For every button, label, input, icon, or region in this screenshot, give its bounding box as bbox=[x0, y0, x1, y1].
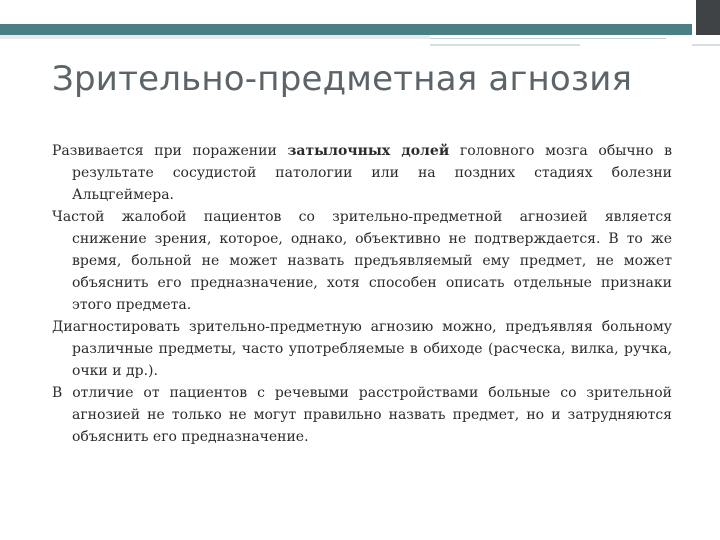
header-underline-bar bbox=[0, 35, 430, 39]
paragraph-text-start: Развивается при поражении bbox=[52, 143, 288, 159]
header-thin-line-right bbox=[692, 44, 720, 46]
header-thin-line bbox=[430, 38, 666, 39]
header-thin-line-short bbox=[430, 44, 580, 46]
header-corner-block bbox=[696, 0, 720, 35]
slide-title: Зрительно-предметная агнозия bbox=[52, 59, 633, 99]
paragraph-complaints: Частой жалобой пациентов со зрительно-предметной агнозией является снижение зрения, которое, однако, объективно не подтверждается. В то же время, больной не может назвать предъявляемый ему предмет, не может объяснить его предназначение, хотя способен описать отдельные признаки этого предмета. bbox=[52, 209, 672, 313]
paragraph-localization bbox=[52, 140, 672, 206]
slide-body bbox=[52, 140, 672, 448]
header-accent-bar bbox=[0, 24, 692, 35]
paragraph-diagnosis: Диагностировать зрительно-предметную агнозию можно, предъявляя больному различные предметы, часто употребляемые в обиходе (расческа, вилка, ручка, очки и др.). bbox=[52, 319, 672, 379]
emphasis-occipital-lobes: затылочных долей bbox=[287, 143, 450, 159]
paragraph-text-end: головного мозга обычно в результате сосудистой патологии или на поздних стадиях болезни Альцгеймера. bbox=[72, 143, 672, 203]
paragraph-difference: В отличие от пациентов с речевыми расстройствами больные со зрительной агнозией не только не могут правильно назвать предмет, но и затрудняются объяснить его предназначение. bbox=[52, 385, 672, 445]
